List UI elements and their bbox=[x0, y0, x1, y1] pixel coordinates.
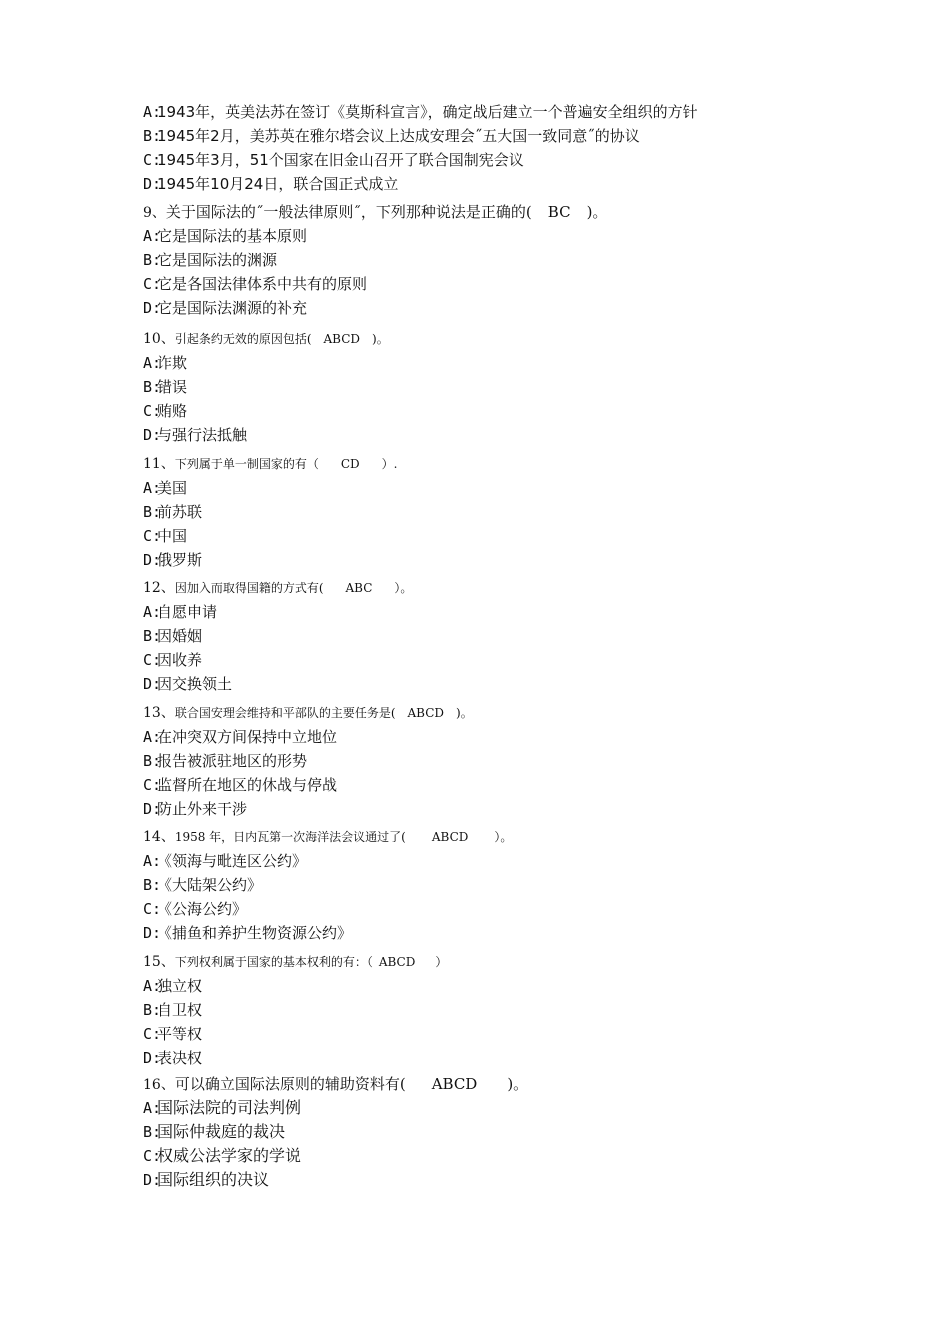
question-text: 下列属于单一制国家的有（ bbox=[174, 457, 319, 471]
question-text: 引起条约无效的原因包括( bbox=[174, 332, 312, 346]
option-text: 国际法院的司法判例 bbox=[157, 1098, 302, 1117]
option-letter: D: bbox=[143, 924, 162, 942]
option-text: 诈欺 bbox=[157, 354, 188, 372]
option-text: 国际组织的决议 bbox=[157, 1170, 270, 1189]
option-a bbox=[143, 224, 863, 248]
option-text: 监督所在地区的休战与停战 bbox=[157, 776, 338, 794]
question-text: 因加入而取得国籍的方式有( bbox=[174, 581, 324, 595]
option-d bbox=[143, 1046, 863, 1070]
question-12 bbox=[143, 576, 863, 696]
option-c bbox=[143, 1144, 863, 1168]
option-letter: D: bbox=[143, 551, 162, 569]
option-a bbox=[143, 476, 863, 500]
option-a bbox=[143, 100, 863, 124]
question-number: 15、 bbox=[143, 954, 175, 970]
question-number: 10、 bbox=[143, 331, 175, 347]
option-d bbox=[143, 1168, 863, 1192]
question-tail: ）. bbox=[381, 457, 398, 471]
option-a bbox=[143, 1096, 863, 1120]
option-letter: B: bbox=[143, 1123, 162, 1141]
question-stem bbox=[143, 200, 863, 224]
option-letter: A: bbox=[143, 479, 162, 497]
option-letter: C: bbox=[143, 1147, 162, 1165]
option-letter: B: bbox=[143, 752, 162, 770]
option-letter: C: bbox=[143, 275, 162, 293]
option-text: 因婚姻 bbox=[157, 627, 203, 645]
question-stem bbox=[143, 825, 863, 849]
question-number: 13、 bbox=[143, 705, 175, 721]
answer-key: ABCD bbox=[431, 830, 469, 844]
option-letter: B: bbox=[143, 876, 162, 894]
option-letter: B: bbox=[143, 627, 162, 645]
option-letter: D: bbox=[143, 299, 162, 317]
option-letter: C: bbox=[143, 776, 162, 794]
question-number: 16、 bbox=[143, 1077, 175, 1093]
option-text: 美国 bbox=[157, 479, 188, 497]
option-text: 报告被派驻地区的形势 bbox=[157, 752, 308, 770]
question-tail: )。 bbox=[586, 203, 608, 221]
option-letter: D: bbox=[143, 800, 162, 818]
option-b bbox=[143, 124, 863, 148]
question-tail: )。 bbox=[372, 332, 389, 346]
question-stem bbox=[143, 327, 863, 351]
option-text: 权威公法学家的学说 bbox=[157, 1146, 302, 1165]
question-tail: ）。 bbox=[494, 830, 513, 844]
question-13 bbox=[143, 701, 863, 821]
question-number: 9、 bbox=[143, 205, 166, 221]
option-letter: C: bbox=[143, 651, 162, 669]
question-11 bbox=[143, 452, 863, 572]
question-text: 下列权利属于国家的基本权利的有：（ bbox=[174, 955, 373, 969]
option-d bbox=[143, 672, 863, 696]
option-a bbox=[143, 600, 863, 624]
question-9 bbox=[143, 200, 863, 320]
question-stem bbox=[143, 701, 863, 725]
question-10 bbox=[143, 327, 863, 447]
option-text: 自卫权 bbox=[157, 1001, 203, 1019]
option-c bbox=[143, 648, 863, 672]
option-letter: C: bbox=[143, 900, 162, 918]
answer-key: ABC bbox=[345, 581, 373, 595]
question-tail: )。 bbox=[456, 706, 473, 720]
question-stem bbox=[143, 950, 863, 974]
option-letter: D: bbox=[143, 1049, 162, 1067]
option-text: 1945年10月24日，联合国正式成立 bbox=[157, 175, 399, 193]
question-text: 可以确立国际法原则的辅助资料有( bbox=[174, 1075, 406, 1093]
option-text: 自愿申请 bbox=[157, 603, 218, 621]
question-tail: )。 bbox=[507, 1075, 529, 1093]
question-16 bbox=[143, 1072, 863, 1192]
option-c bbox=[143, 399, 863, 423]
answer-key: ABCD bbox=[407, 706, 445, 720]
option-d bbox=[143, 296, 863, 320]
option-letter: A: bbox=[143, 603, 162, 621]
option-letter: D: bbox=[143, 175, 162, 193]
option-text: 俄罗斯 bbox=[157, 551, 203, 569]
answer-key: BC bbox=[547, 203, 571, 221]
option-text: 因交换领土 bbox=[157, 675, 233, 693]
option-b bbox=[143, 749, 863, 773]
option-d bbox=[143, 423, 863, 447]
option-text: 《公海公约》 bbox=[157, 900, 248, 918]
option-text: 贿赂 bbox=[157, 402, 188, 420]
answer-key: ABCD bbox=[323, 332, 361, 346]
option-c bbox=[143, 773, 863, 797]
option-text: 《领海与毗连区公约》 bbox=[157, 852, 308, 870]
option-a bbox=[143, 351, 863, 375]
option-text: 错误 bbox=[157, 378, 188, 396]
option-text: 《大陆架公约》 bbox=[157, 876, 263, 894]
question-text: 关于国际法的˝一般法律原则˝，下列那种说法是正确的( bbox=[165, 203, 532, 221]
option-text: 1943年，英美法苏在签订《莫斯科宣言》，确定战后建立一个普遍安全组织的方针 bbox=[157, 103, 698, 121]
option-text: 《捕鱼和养护生物资源公约》 bbox=[157, 924, 353, 942]
option-b bbox=[143, 873, 863, 897]
option-b bbox=[143, 248, 863, 272]
question-text: 联合国安理会维持和平部队的主要任务是( bbox=[174, 706, 396, 720]
option-text: 它是国际法的基本原则 bbox=[157, 227, 308, 245]
option-letter: C: bbox=[143, 402, 162, 420]
option-b bbox=[143, 1120, 863, 1144]
option-text: 前苏联 bbox=[157, 503, 203, 521]
option-b bbox=[143, 500, 863, 524]
option-letter: C: bbox=[143, 527, 162, 545]
option-letter: B: bbox=[143, 378, 162, 396]
option-text: 它是国际法渊源的补充 bbox=[157, 299, 308, 317]
option-letter: B: bbox=[143, 503, 162, 521]
question-text: 1958 年，日内瓦第一次海洋法会议通过了( bbox=[174, 830, 406, 844]
option-text: 防止外来干涉 bbox=[157, 800, 248, 818]
option-c bbox=[143, 1022, 863, 1046]
question-14 bbox=[143, 825, 863, 945]
option-d bbox=[143, 797, 863, 821]
option-text: 中国 bbox=[157, 527, 188, 545]
option-text: 1945年3月，51个国家在旧金山召开了联合国制宪会议 bbox=[157, 151, 524, 169]
option-letter: C: bbox=[143, 1025, 162, 1043]
option-c bbox=[143, 272, 863, 296]
option-letter: A: bbox=[143, 227, 162, 245]
option-letter: C: bbox=[143, 151, 162, 169]
option-letter: D: bbox=[143, 426, 162, 444]
option-text: 1945年2月，美苏英在雅尔塔会议上达成安理会˝五大国一致同意˝的协议 bbox=[157, 127, 640, 145]
option-a bbox=[143, 725, 863, 749]
option-letter: A: bbox=[143, 728, 162, 746]
option-text: 独立权 bbox=[157, 977, 203, 995]
question-number: 12、 bbox=[143, 580, 175, 596]
option-c bbox=[143, 524, 863, 548]
question-tail: ） bbox=[435, 955, 448, 969]
option-text: 平等权 bbox=[157, 1025, 203, 1043]
option-letter: A: bbox=[143, 354, 162, 372]
answer-key: ABCD bbox=[378, 955, 416, 969]
answer-key: ABCD bbox=[431, 1075, 478, 1093]
option-c bbox=[143, 897, 863, 921]
option-letter: A: bbox=[143, 1099, 162, 1117]
option-b bbox=[143, 624, 863, 648]
option-text: 与强行法抵触 bbox=[157, 426, 248, 444]
option-letter: B: bbox=[143, 251, 162, 269]
question-15 bbox=[143, 950, 863, 1070]
option-letter: A: bbox=[143, 103, 162, 121]
question-stem bbox=[143, 452, 863, 476]
option-d bbox=[143, 921, 863, 945]
question-8-options bbox=[143, 100, 863, 196]
option-letter: B: bbox=[143, 127, 162, 145]
option-letter: D: bbox=[143, 675, 162, 693]
option-letter: A: bbox=[143, 977, 162, 995]
option-a bbox=[143, 974, 863, 998]
option-text: 表决权 bbox=[157, 1049, 203, 1067]
option-text: 它是各国法律体系中共有的原则 bbox=[157, 275, 368, 293]
question-number: 14、 bbox=[143, 829, 175, 845]
option-d bbox=[143, 172, 863, 196]
question-stem bbox=[143, 1072, 863, 1096]
option-text: 因收养 bbox=[157, 651, 203, 669]
question-tail: ）。 bbox=[394, 581, 413, 595]
option-b bbox=[143, 375, 863, 399]
option-text: 在冲突双方间保持中立地位 bbox=[157, 728, 338, 746]
question-stem bbox=[143, 576, 863, 600]
option-d bbox=[143, 548, 863, 572]
option-text: 它是国际法的渊源 bbox=[157, 251, 278, 269]
option-text: 国际仲裁庭的裁决 bbox=[157, 1122, 286, 1141]
option-letter: D: bbox=[143, 1171, 162, 1189]
option-b bbox=[143, 998, 863, 1022]
option-letter: B: bbox=[143, 1001, 162, 1019]
option-a bbox=[143, 849, 863, 873]
question-number: 11、 bbox=[143, 456, 175, 472]
option-letter: A: bbox=[143, 852, 162, 870]
option-c bbox=[143, 148, 863, 172]
answer-key: CD bbox=[340, 457, 360, 471]
